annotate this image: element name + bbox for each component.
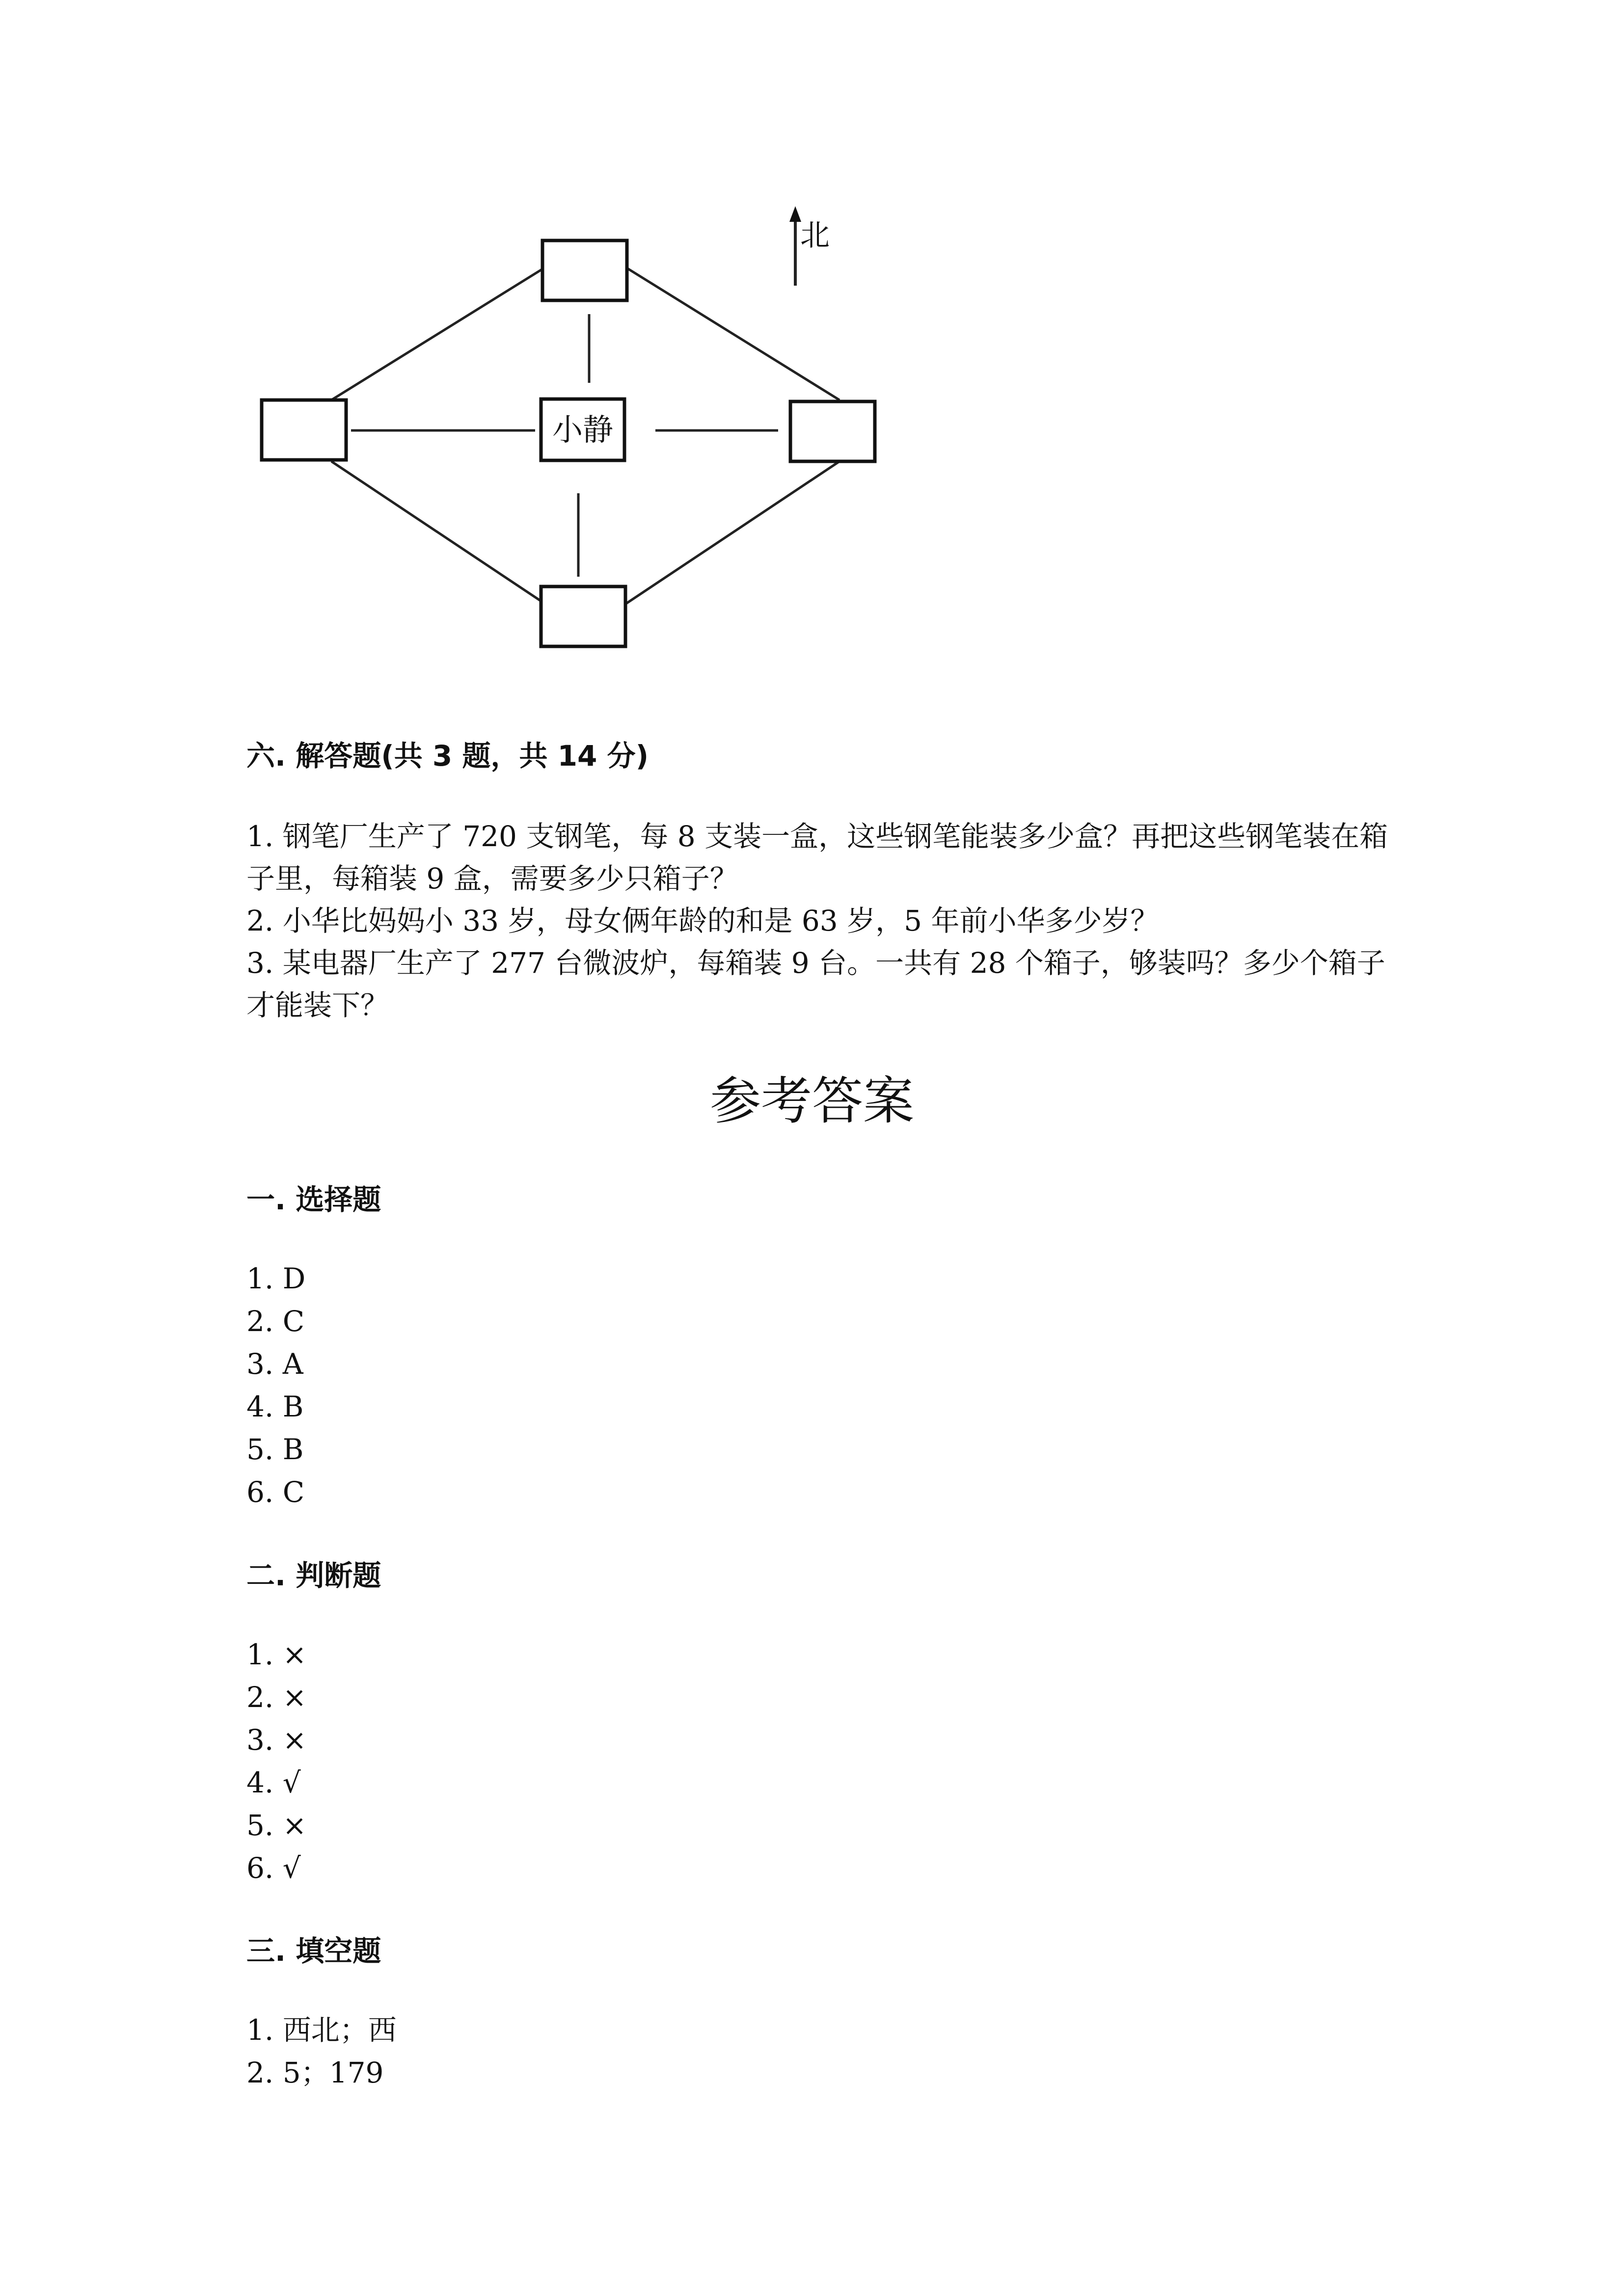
north-arrow-icon <box>789 206 801 286</box>
section-heading-6: 六. 解答题(共 3 题，共 14 分) <box>246 739 649 773</box>
list-item: 2. C <box>246 1305 305 1338</box>
list-item: 3. × <box>246 1723 307 1757</box>
list-item: 2. × <box>246 1681 307 1714</box>
list-item: 5. B <box>246 1433 304 1466</box>
edge-north-east <box>626 267 839 400</box>
section-heading-choice: 一. 选择题 <box>246 1183 381 1216</box>
choice-answer-list <box>246 1257 305 1514</box>
north-label: 北 <box>800 218 830 253</box>
list-item: 3. A <box>246 1347 303 1381</box>
direction-diagram <box>245 196 933 663</box>
question-1: 1. 钢笔厂生产了 720 支钢笔，每 8 支装一盒，这些钢笔能装多少盒？再把这些钢笔装在箱子里，每箱装 9 盒，需要多少只箱子？ <box>246 820 1388 895</box>
section-heading-fill: 三. 填空题 <box>246 1934 381 1968</box>
list-item: 1. D <box>246 1262 306 1295</box>
fill-answer-list <box>246 2009 397 2094</box>
list-item: 6. √ <box>246 1851 301 1885</box>
question-2: 2. 小华比妈妈小 33 岁，母女俩年龄的和是 63 岁，5 年前小华多少岁？ <box>246 904 1159 937</box>
section-heading-judge: 二. 判断题 <box>246 1559 381 1592</box>
box-west <box>262 400 346 460</box>
box-south <box>541 587 625 646</box>
judge-answer-list <box>246 1633 306 1890</box>
list-item: 5. × <box>246 1809 307 1842</box>
box-north <box>542 240 627 300</box>
list-item: 4. B <box>246 1390 304 1423</box>
box-east <box>790 401 875 461</box>
edge-south-east <box>626 461 839 604</box>
center-label: 小静 <box>552 412 614 448</box>
answers-title: 参考答案 <box>709 1071 914 1131</box>
edge-north-west <box>331 267 545 400</box>
list-item: 1. 西北；西 <box>246 2013 397 2047</box>
list-item: 6. C <box>246 1475 305 1509</box>
list-item: 2. 5；179 <box>246 2056 384 2089</box>
edge-south-west <box>331 461 545 604</box>
list-item: 4. √ <box>246 1766 301 1799</box>
question-list <box>246 815 1395 1026</box>
list-item: 1. × <box>246 1638 307 1671</box>
question-3: 3. 某电器厂生产了 277 台微波炉，每箱装 9 台。一共有 28 个箱子，够装吗？多少个箱子才能装下？ <box>246 946 1385 1022</box>
